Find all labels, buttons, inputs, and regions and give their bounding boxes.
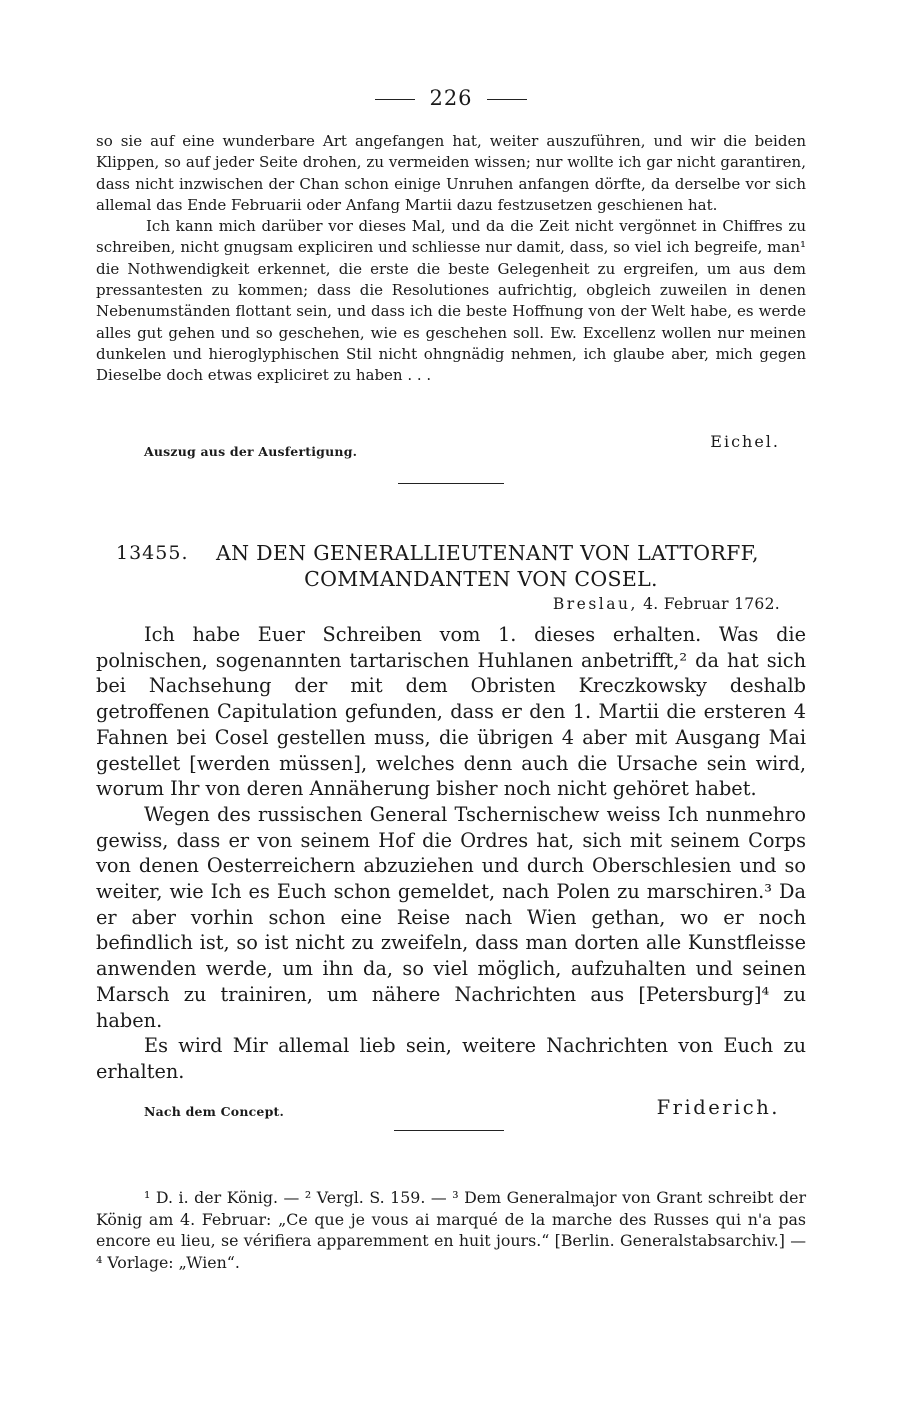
letter-source-note: Nach dem Concept. <box>144 1104 285 1119</box>
dateline <box>553 595 780 613</box>
continuation-paragraph-1: so sie auf eine wunderbare Art angefangen hat, weiter auszuführen, und wir die beiden Klippen, so auf jeder Seite drohen, zu vermeiden wissen; nur wollte ich gar nicht garantiren, dass nicht inzwischen der Chan schon einige Unruhen anfangen dörfte, da derselbe vor sich allemal das Ende Februarii oder Anfang Martii dazu festzusetzen geschienen hat. <box>96 132 806 214</box>
page-number-dash-left <box>375 99 415 100</box>
letter-paragraph-1: Ich habe Euer Schreiben vom 1. dieses erhalten. Was die polnischen, sogenannten tartarischen Huhlanen anbetrifft,² da hat sich bei Nachsehung der mit dem Obristen Kreczkowsky deshalb getroffenen Capitulation gefunden, dass er den 1. Martii die ersteren 4 Fahnen bei Cosel gestellen muss, die übrigen 4 aber mit Ausgang Mai gestellet [werden müssen], welches denn auch die Ursache sein wird, worum Ihr von deren Annäherung bisher noch nicht gehöret habet. <box>96 623 806 801</box>
letter-signature: Friderich. <box>656 1096 780 1119</box>
footnotes <box>96 1187 806 1273</box>
footnote-divider <box>394 1130 504 1131</box>
continuation-source-note: Auszug aus der Ausfertigung. <box>144 444 358 459</box>
continuation-signature: Eichel. <box>710 432 780 451</box>
previous-letter-continuation <box>96 131 806 387</box>
page-number-dash-right <box>487 99 527 100</box>
footnote-text: ¹ D. i. der König. — ² Vergl. S. 159. — ³ Dem Generalmajor von Grant schreibt der König am 4. Februar: „Ce que je vous ai marqué de la marche des Russes qui n'a pas encore eu lieu, se vérifiera apparemment en huit jours.“ [Berlin. Generalstabsarchiv.] — ⁴ Vorlage: „Wien“. <box>96 1188 806 1272</box>
letter-paragraph-3: Es wird Mir allemal lieb sein, weitere Nachrichten von Euch zu erhalten. <box>96 1034 806 1083</box>
heading-line-2: COMMANDANTEN VON COSEL. <box>304 567 658 591</box>
letter-paragraph-2: Wegen des russischen General Tschernischew weiss Ich nunmehro gewiss, dass er von seinem Hof die Ordres hat, sich mit seinem Corps von denen Oesterreichern abzuziehen und durch Oberschlesien und so weiter, wie Ich es Euch schon gemeldet, nach Polen zu marschiren.³ Da er aber vorhin schon eine Reise nach Wien gethan, wo er noch befindlich ist, so ist nicht zu zweifeln, dass man dorten alle Kunstfleisse anwenden werde, um ihn da, so viel möglich, aufzuhalten und seinen Marsch zu trainiren, um nähere Nachrichten aus [Petersburg]⁴ zu haben. <box>96 802 806 1032</box>
continuation-paragraph-2: Ich kann mich darüber vor dieses Mal, und da die Zeit nicht vergönnet in Chiffres zu schreiben, nicht gnugsam expliciren und schliesse nur damit, dass, so viel ich begreife, man¹ die Nothwendigkeit erkennet, die erste die beste Gelegenheit zu ergreifen, um aus dem pressantesten zu kommen; dass die Resolutiones aufrichtig, obgleich zuweilen in denen Nebenumständen flottant sein, und dass ich die beste Hoffnung von der Welt habe, es werde alles gut gehen und so geschehen, wie es geschehen soll. Ew. Excellenz wollen nur meinen dunkelen und hieroglyphischen Stil nicht ohngnädig nehmen, ich glaube aber, mich gegen Dieselbe doch etwas expliciret zu haben . . . <box>96 217 806 385</box>
heading-line-1: AN DEN GENERALLIEUTENANT VON LATTORFF, <box>216 541 759 565</box>
page-number: 226 <box>429 86 473 110</box>
document-number: 13455. <box>116 542 189 564</box>
section-divider <box>398 483 504 484</box>
letter-body <box>96 622 806 1085</box>
dateline-date: 4. Februar 1762. <box>643 595 780 613</box>
page-number-line <box>96 86 806 110</box>
dateline-place: Breslau, <box>552 595 638 613</box>
